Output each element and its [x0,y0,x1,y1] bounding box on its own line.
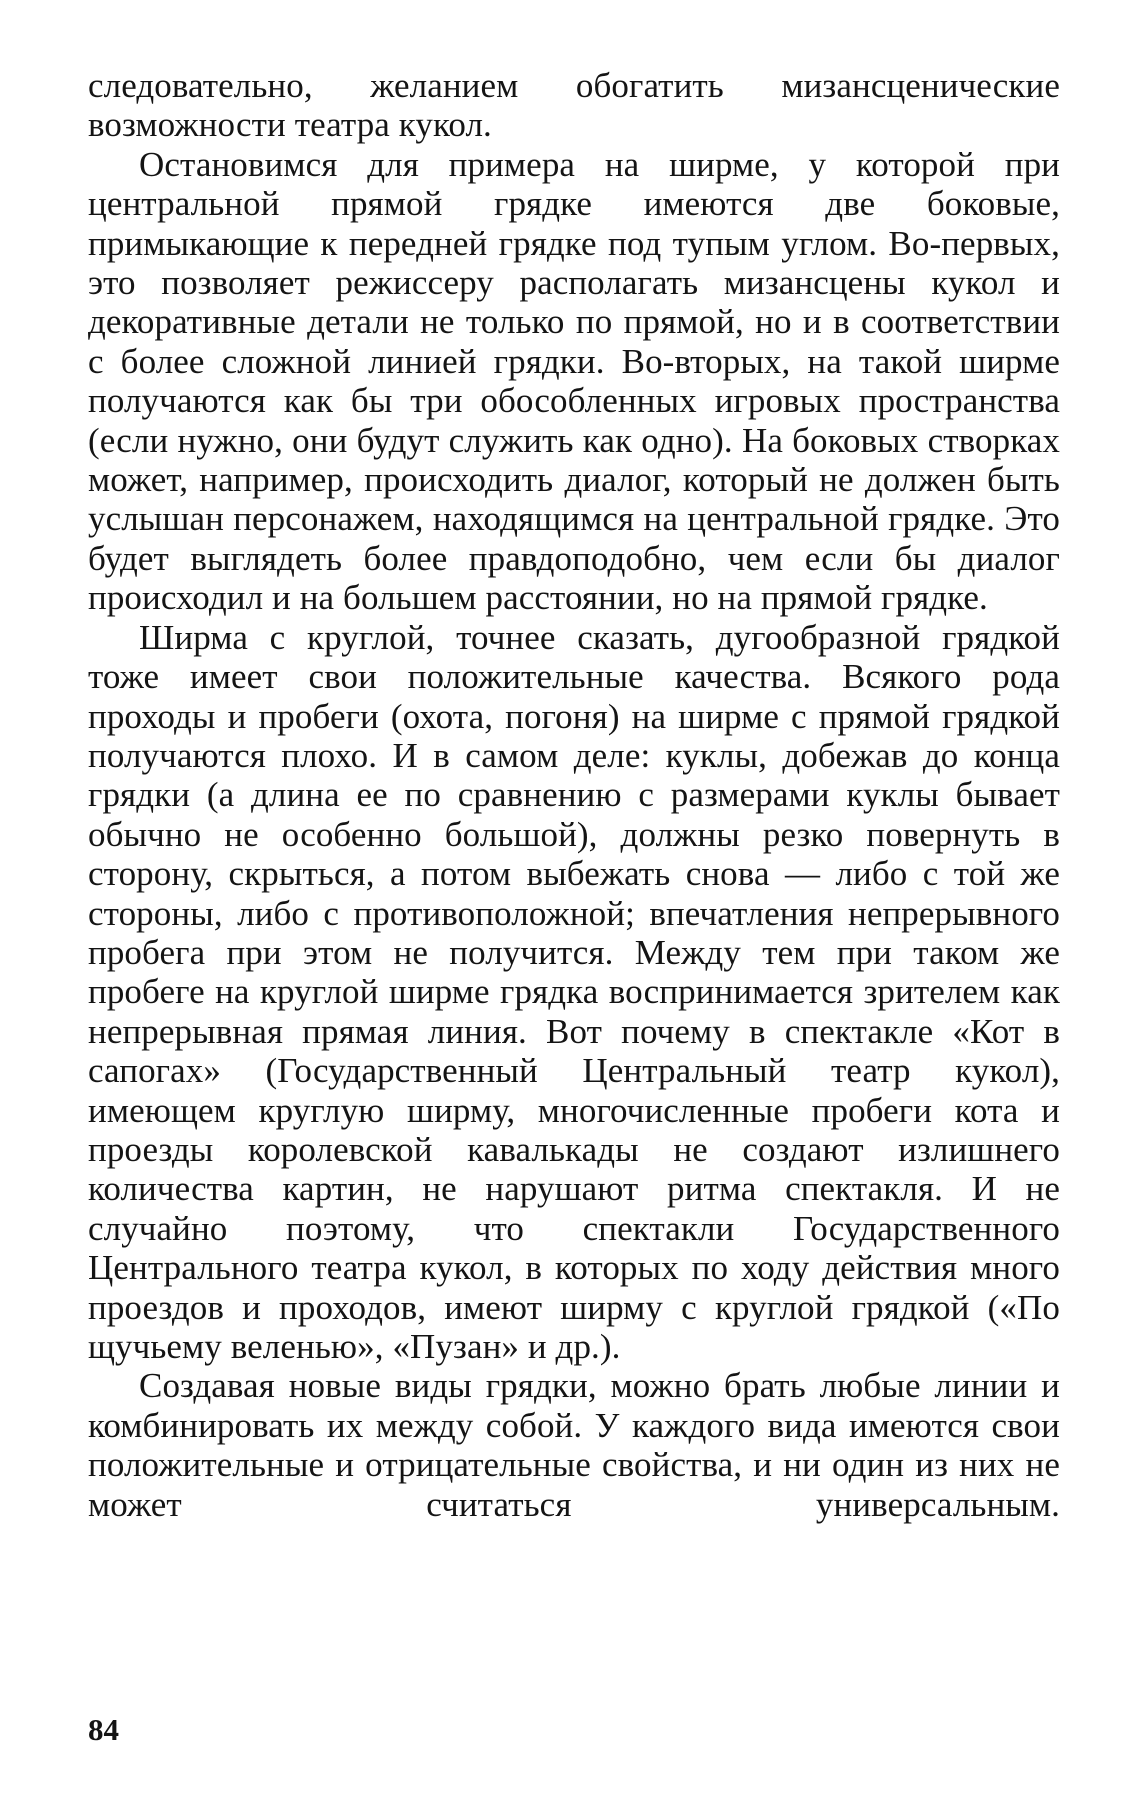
paragraph-continuation: следовательно, желанием обогатить мизансценические возможности театра кукол. [88,66,1060,145]
paragraph-new-types: Создавая новые виды грядки, можно брать любые линии и комбинировать их между собой. У каждого вида имеются свои положительные и отрицательные свойства, и ни один из них не может считаться универсальным. [88,1366,1060,1524]
page-body [88,66,1060,1524]
paragraph-side-panels: Остановимся для примера на ширме, у которой при центральной прямой грядке имеются две боковые, примыкающие к передней грядке под тупым углом. Во-первых, это позволяет режиссеру располагать мизансцены кукол и декоративные детали не только по прямой, но и в соответствии с более сложной линией грядки. Во-вторых, на такой ширме получаются как бы три обособленных игровых пространства (если нужно, они будут служить как одно). На боковых створках может, например, происходить диалог, который не должен быть услышан персонажем, находящимся на центральной грядке. Это будет выглядеть более правдоподобно, чем если бы диалог происходил и на большем расстоянии, но на прямой грядке. [88,144,1060,618]
page-number: 84 [88,1712,119,1747]
paragraph-round-screen: Ширма с круглой, точнее сказать, дугообразной грядкой тоже имеет свои положительные качества. Всякого рода проходы и пробеги (охота, погоня) на ширме с прямой грядкой получаются плохо. И в самом деле: куклы, добежав до конца грядки (а длина ее по сравнению с размерами куклы бывает обычно не особенно большой), должны резко повернуть в сторону, скрыться, а потом выбежать снова — либо с той же стороны, либо с противоположной; впечатления непрерывного пробега при этом не получится. Между тем при таком же пробеге на круглой ширме грядка воспринимается зрителем как непрерывная прямая линия. Вот почему в спектакле «Кот в сапогах» (Государственный Центральный театр кукол), имеющем круглую ширму, многочисленные пробеги кота и проезды королевской кавалькады не создают излишнего количества картин, не нарушают ритма спектакля. И не случайно поэтому, что спектакли Государственного Центрального театра кукол, в которых по ходу действия много проездов и проходов, имеют ширму с круглой грядкой («По щучьему веленью», «Пузан» и др.). [88,617,1060,1366]
